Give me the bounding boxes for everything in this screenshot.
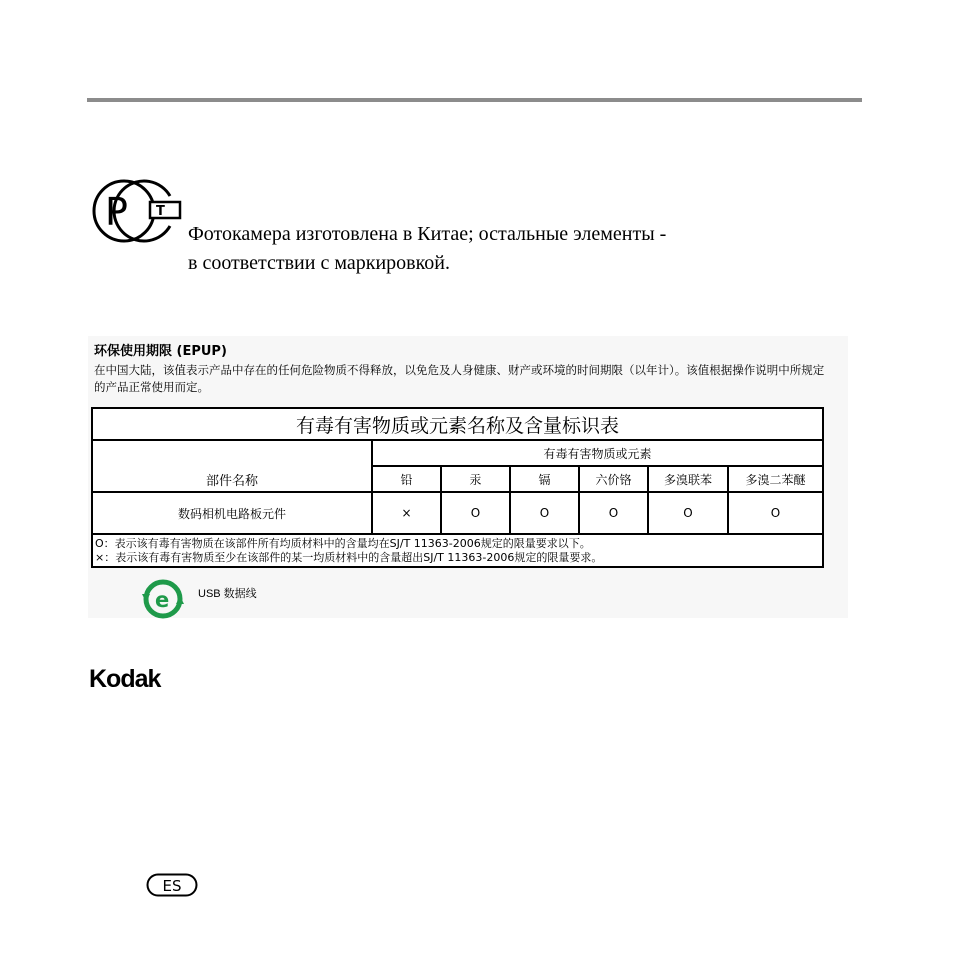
note-compliant: O：表示该有毒有害物质在该部件所有均质材料中的含量均在SJ/T 11363-2006规定的限量要求以下。 (95, 536, 591, 550)
cell-pbb: O (648, 492, 728, 534)
cell-chromium-vi: O (579, 492, 648, 534)
header-rule (87, 98, 862, 102)
language-badge (146, 873, 198, 897)
table-row (92, 492, 823, 534)
usb-cable-label: USB 数据线 (198, 588, 257, 600)
column-header-cadmium: 镉 (510, 466, 579, 492)
epup-recycle-icon (140, 578, 186, 620)
epup-logo-letter: e (155, 588, 170, 612)
table-part-header: 部件名称 (92, 440, 372, 492)
cell-pbde: O (728, 492, 823, 534)
svg-text:P: P (105, 190, 128, 234)
hazardous-substances-table (91, 407, 824, 568)
language-code: ES (162, 877, 182, 895)
table-title: 有毒有害物质或元素名称及含量标识表 (92, 408, 823, 440)
table-group-header: 有毒有害物质或元素 (372, 440, 823, 466)
column-header-chromium-vi: 六价铬 (579, 466, 648, 492)
pct-certification-logo (92, 178, 184, 244)
note-exceeds: ×：表示该有毒有害物质至少在该部件的某一均质材料中的含量超出SJ/T 11363-2006规定的限量要求。 (95, 550, 603, 564)
row-part-name: 数码相机电路板元件 (92, 492, 372, 534)
kodak-wordmark: Kodak (89, 665, 161, 691)
russian-notice (188, 220, 828, 278)
epup-title: 环保使用期限 (EPUP) (94, 344, 227, 359)
column-header-lead: 铅 (372, 466, 441, 492)
epup-section (88, 336, 848, 618)
epup-description: 在中国大陆，该值表示产品中存在的任何危险物质不得释放，以免危及人身健康、财产或环境的时间期限（以年计）。该值根据操作说明中所规定的产品正常使用而定。 (94, 363, 825, 394)
table-notes (92, 534, 823, 567)
column-header-mercury: 汞 (441, 466, 510, 492)
cell-lead: × (372, 492, 441, 534)
russian-notice-line-2: в соответствии с маркировкой. (188, 252, 450, 274)
russian-notice-line-1: Фотокамера изготовлена в Китае; остальные элементы - (188, 223, 667, 245)
svg-text:T: T (156, 204, 165, 219)
cell-cadmium: O (510, 492, 579, 534)
column-header-pbb: 多溴联苯 (648, 466, 728, 492)
column-header-pbde: 多溴二苯醚 (728, 466, 823, 492)
kodak-logo (89, 665, 175, 691)
cell-mercury: O (441, 492, 510, 534)
